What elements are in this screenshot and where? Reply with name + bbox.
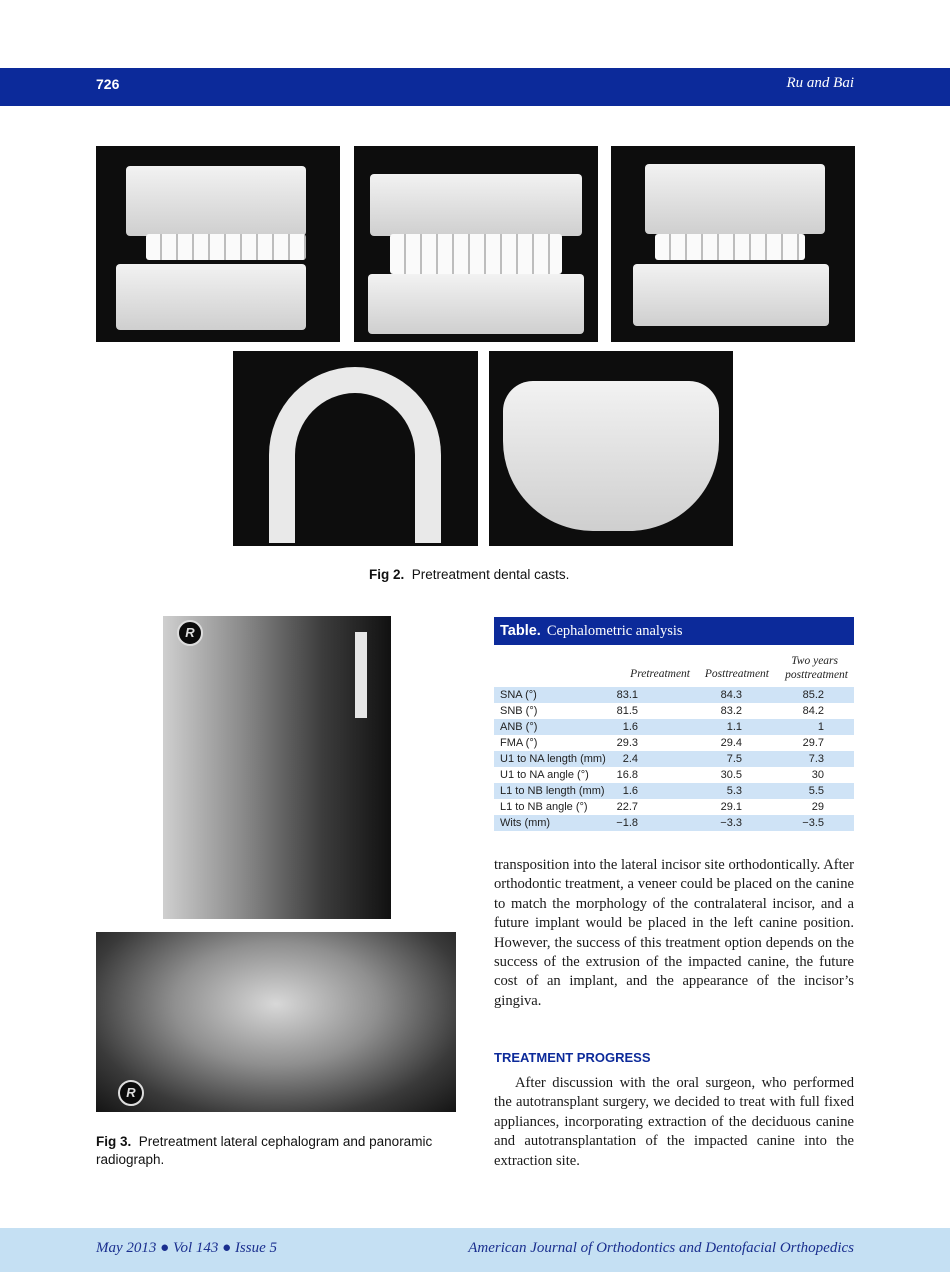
body-paragraph-1: transposition into the lateral incisor site orthodontically. After orthodontic treatment, a veneer could be placed on the canine to match the morphology of the contralateral incisor, and a future implant would be placed in the left canine position. However, the success of this treatment option depends on the success of the extrusion of the impacted canine, the future cost of an implant, and the appearance of the incisor’s gingiva. bbox=[494, 857, 854, 1009]
figure-2-label: Fig 2. bbox=[369, 567, 405, 582]
table-label: Table. bbox=[500, 623, 541, 639]
table-row: U1 to NA angle (°) 16.8 30.5 30 bbox=[500, 769, 824, 781]
table-row: L1 to NB length (mm) 1.6 5.3 5.5 bbox=[494, 783, 854, 799]
radiograph-side-marker-pan: R bbox=[118, 1080, 144, 1106]
column-header-two-years: Two years bbox=[791, 655, 838, 667]
table-title: Cephalometric analysis bbox=[546, 623, 683, 639]
cast-photo-right-lateral bbox=[96, 146, 340, 342]
journal-name: American Journal of Orthodontics and Dentofacial Orthopedics bbox=[468, 1240, 854, 1256]
figure-3-label: Fig 3. bbox=[96, 1134, 132, 1149]
figure-2-caption bbox=[369, 567, 569, 582]
figure-3-caption-text: Pretreatment lateral cephalogram and panoramic radiograph. bbox=[96, 1134, 433, 1167]
table-row: SNA (°) 83.1 84.3 85.2 bbox=[494, 687, 854, 703]
table-row: Wits (mm) −1.8 −3.3 −3.5 bbox=[494, 815, 854, 831]
column-header-posttreatment: Posttreatment bbox=[704, 668, 769, 680]
column-header-posttreatment-2: posttreatment bbox=[785, 669, 848, 681]
ruler-icon bbox=[355, 632, 367, 718]
cast-photo-frontal bbox=[354, 146, 598, 342]
table-row: U1 to NA length (mm) 2.4 7.5 7.3 bbox=[494, 751, 854, 767]
figure-3-caption bbox=[96, 1133, 458, 1169]
cast-photo-mandibular-occlusal bbox=[489, 351, 733, 546]
table-row: L1 to NB angle (°) 22.7 29.1 29 bbox=[500, 801, 824, 813]
cast-photo-maxillary-occlusal bbox=[233, 351, 478, 546]
table-row: SNB (°) 81.5 83.2 84.2 bbox=[500, 705, 824, 717]
issue-info: May 2013 ● Vol 143 ● Issue 5 bbox=[96, 1240, 278, 1256]
figure-2-caption-text: Pretreatment dental casts. bbox=[411, 567, 570, 582]
radiograph-side-marker: R bbox=[177, 620, 203, 646]
table-row: ANB (°) 1.6 1.1 1 bbox=[494, 719, 854, 735]
journal-header-bar bbox=[0, 68, 950, 106]
table-title-bar bbox=[494, 617, 854, 645]
section-heading-treatment-progress: TREATMENT PROGRESS bbox=[494, 1050, 651, 1065]
journal-footer-bar bbox=[0, 1228, 950, 1272]
column-header-pretreatment: Pretreatment bbox=[630, 668, 690, 680]
cast-photo-left-lateral bbox=[611, 146, 855, 342]
page-number: 726 bbox=[96, 76, 120, 92]
lateral-cephalogram bbox=[163, 616, 391, 919]
panoramic-radiograph bbox=[96, 932, 456, 1112]
body-paragraph-2: After discussion with the oral surgeon, who performed the autotransplant surgery, we decided to treat with full fixed appliances, incorporating extraction of the deciduous canine and autotransplantation of the impacted canine into the extraction site. bbox=[494, 1075, 854, 1169]
table-row: FMA (°) 29.3 29.4 29.7 bbox=[500, 737, 824, 749]
running-head: Ru and Bai bbox=[786, 75, 854, 91]
